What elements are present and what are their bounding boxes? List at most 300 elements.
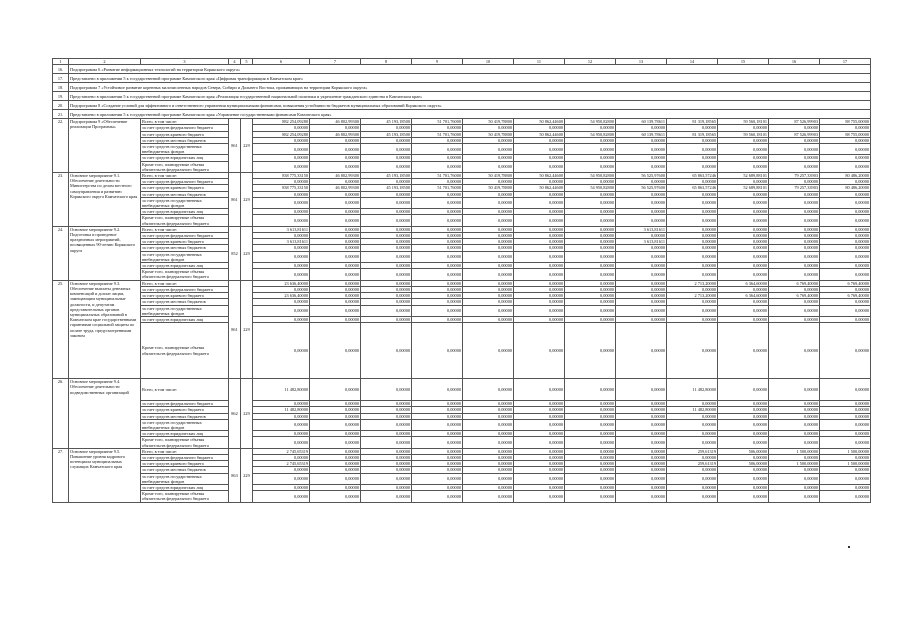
amount-cell: 6 769,40000 [820,280,871,286]
amount-cell: 0,00000 [514,323,565,379]
amount-cell: 0,00000 [361,473,412,484]
amount-cell: 0,00000 [616,179,667,185]
column-number-cell: 15 [718,59,769,65]
amount-cell: 0,00000 [565,454,616,460]
amount-cell: 51 701,76000 [412,185,463,191]
section-span-row [53,92,871,101]
amount-cell: 2 713,20000 [667,280,718,286]
amount-cell: 0,00000 [718,484,769,490]
amount-cell: 0,00000 [718,161,769,172]
column-number-cell: 10 [463,59,514,65]
amount-cell: 0,00000 [718,144,769,155]
amount-cell: 0,00000 [463,491,514,502]
amount-cell: 0,00000 [361,125,412,131]
amount-cell: 0,00000 [463,209,514,215]
amount-cell: 259,61319 [667,448,718,454]
amount-cell: 0,00000 [667,473,718,484]
amount-cell: 0,00000 [310,245,361,251]
amount-cell: 0,00000 [769,209,820,215]
table-row [53,251,871,262]
amount-cell: 0,00000 [412,305,463,316]
amount-cell: 0,00000 [253,245,310,251]
amount-cell: 0,00000 [616,209,667,215]
amount-cell: 0,00000 [361,209,412,215]
amount-cell: 0,00000 [361,379,412,401]
funding-source-cell: Всего, в том числе: [141,226,229,232]
table-row [53,305,871,316]
amount-cell: 0,00000 [769,179,820,185]
amount-cell: 0,00000 [565,293,616,299]
amount-cell: 0,00000 [769,245,820,251]
amount-cell: 0,00000 [667,413,718,419]
program-code-cell: 229 [241,379,253,449]
funding-source-cell: за счет средств юридических лиц [141,484,229,490]
amount-cell: 0,00000 [310,305,361,316]
amount-cell: 0,00000 [514,473,565,484]
amount-cell: 0,00000 [667,323,718,379]
amount-cell: 0,00000 [514,467,565,473]
amount-cell: 0,00000 [616,269,667,280]
section-title-cell: Представлено в приложении 5 к государственной программе Камчатского края «Цифровая трансформация в Камчатском крае» [69,74,871,83]
amount-cell: 0,00000 [718,197,769,208]
amount-cell: 0,00000 [667,454,718,460]
column-number-cell: 17 [820,59,871,65]
amount-cell: 81 319,18565 [667,131,718,137]
amount-cell: 0,00000 [361,144,412,155]
amount-cell: 0,00000 [253,251,310,262]
amount-cell: 46 802,99300 [310,185,361,191]
column-number-cell: 4 [229,59,241,65]
amount-cell: 0,00000 [463,461,514,467]
amount-cell: 0,00000 [820,454,871,460]
amount-cell: 0,00000 [463,269,514,280]
amount-cell: 0,00000 [667,125,718,131]
amount-cell: 0,00000 [253,179,310,185]
amount-cell: 0,00000 [769,191,820,197]
amount-cell: 0,00000 [667,263,718,269]
amount-cell: 0,00000 [463,263,514,269]
amount-cell: 0,00000 [361,484,412,490]
amount-cell: 0,00000 [412,473,463,484]
amount-cell: 0,00000 [463,454,514,460]
amount-cell: 0,00000 [769,305,820,316]
table-row [53,144,871,155]
amount-cell: 0,00000 [565,448,616,454]
amount-cell: 0,00000 [412,293,463,299]
amount-cell: 0,00000 [769,454,820,460]
amount-cell: 0,00000 [412,413,463,419]
amount-cell: 0,00000 [667,286,718,292]
amount-cell: 23 636,40000 [253,293,310,299]
funding-source-cell: за счет средств краевого бюджета [141,461,229,467]
grbs-code-cell: 861 [229,119,241,173]
amount-cell: 0,00000 [361,269,412,280]
amount-cell: 0,00000 [310,286,361,292]
amount-cell: 0,00000 [514,293,565,299]
amount-cell: 0,00000 [253,286,310,292]
amount-cell: 0,00000 [514,144,565,155]
amount-cell: 0,00000 [820,269,871,280]
column-number-cell: 16 [769,59,820,65]
amount-cell: 0,00000 [616,419,667,430]
amount-cell: 0,00000 [514,305,565,316]
funding-source-cell: за счет средств федерального бюджета [141,286,229,292]
amount-cell: 0,00000 [361,407,412,413]
amount-cell: 60 139,78611 [616,119,667,125]
amount-cell: 0,00000 [463,144,514,155]
amount-cell: 0,00000 [616,431,667,437]
amount-cell: 0,00000 [514,226,565,232]
amount-cell: 0,00000 [253,431,310,437]
amount-cell: 0,00000 [463,379,514,401]
amount-cell: 0,00000 [565,179,616,185]
amount-cell: 60 139,78611 [616,131,667,137]
amount-cell: 59 560,18101 [718,119,769,125]
amount-cell: 0,00000 [769,125,820,131]
amount-cell: 0,00000 [253,473,310,484]
amount-cell: 0,00000 [820,413,871,419]
row-number-cell: 21. [53,110,69,119]
amount-cell: 0,00000 [565,473,616,484]
funding-source-cell: Кроме того, планируемые объемы обязательств федерального бюджета [141,161,229,172]
amount-cell: 0,00000 [463,197,514,208]
amount-cell: 0,00000 [361,179,412,185]
amount-cell: 0,00000 [514,155,565,161]
amount-cell: 0,00000 [253,467,310,473]
program-code-cell: 229 [241,448,253,502]
amount-cell: 0,00000 [769,269,820,280]
row-number-cell: 24. [53,226,69,280]
amount-cell: 0,00000 [616,245,667,251]
budget-table [52,58,871,503]
funding-source-cell: Всего, в том числе: [141,379,229,401]
amount-cell: 0,00000 [820,401,871,407]
amount-cell: 0,00000 [514,215,565,226]
amount-cell: 54 950,82800 [565,131,616,137]
column-number-cell: 9 [412,59,463,65]
amount-cell: 0,00000 [769,239,820,245]
program-name-cell: Основное мероприятие 9.2. Подготовка и проведение праздничных мероприятий, посвященных 90-летию Корякского округа [69,226,141,280]
amount-cell: 0,00000 [463,437,514,448]
grbs-code-cell: 861 [229,280,241,378]
amount-cell: 0,00000 [361,293,412,299]
funding-source-cell: за счет средств юридических лиц [141,431,229,437]
amount-cell: 0,00000 [667,431,718,437]
amount-cell: 0,00000 [565,251,616,262]
amount-cell: 52 689,88101 [718,173,769,179]
amount-cell: 0,00000 [361,137,412,143]
amount-cell: 0,00000 [412,269,463,280]
amount-cell: 0,00000 [718,215,769,226]
amount-cell: 0,00000 [769,197,820,208]
amount-cell: 0,00000 [667,155,718,161]
table-row [53,491,871,502]
amount-cell: 0,00000 [718,233,769,239]
amount-cell: 0,00000 [820,431,871,437]
amount-cell: 0,00000 [514,191,565,197]
amount-cell: 0,00000 [361,155,412,161]
amount-cell: 0,00000 [463,280,514,286]
section-title-cell: Представлено в приложении 5 к государственной программе Камчатского края «Управление государственными финансами Камчатского края» [69,110,871,119]
amount-cell: 0,00000 [310,484,361,490]
funding-source-cell: за счет средств местных бюджетов [141,299,229,305]
amount-cell: 50 862,44600 [514,131,565,137]
program-code-cell: 229 [241,173,253,227]
amount-cell: 0,00000 [718,239,769,245]
amount-cell: 0,00000 [769,413,820,419]
amount-cell: 0,00000 [412,286,463,292]
funding-source-cell: Кроме того, планируемые объемы обязательств федерального бюджета [141,437,229,448]
amount-cell: 0,00000 [616,316,667,322]
amount-cell: 0,00000 [565,323,616,379]
amount-cell: 0,00000 [769,491,820,502]
funding-source-cell: Всего, в том числе: [141,173,229,179]
amount-cell: 0,00000 [820,239,871,245]
amount-cell: 3 613,81611 [253,226,310,232]
amount-cell: 0,00000 [820,263,871,269]
table-row [53,215,871,226]
amount-cell: 0,00000 [667,215,718,226]
amount-cell: 0,00000 [667,467,718,473]
amount-cell: 0,00000 [463,316,514,322]
amount-cell: 0,00000 [769,467,820,473]
amount-cell: 11 482,80000 [667,407,718,413]
amount-cell: 0,00000 [514,251,565,262]
funding-source-cell: Кроме того, планируемые объемы обязательств федерального бюджета [141,269,229,280]
amount-cell: 0,00000 [565,191,616,197]
amount-cell: 0,00000 [565,419,616,430]
amount-cell: 46 802,99300 [310,173,361,179]
amount-cell: 0,00000 [565,280,616,286]
amount-cell: 0,00000 [310,215,361,226]
amount-cell: 0,00000 [565,125,616,131]
amount-cell: 0,00000 [253,484,310,490]
grbs-code-cell: 863 [229,448,241,502]
amount-cell: 45 193,18500 [361,173,412,179]
amount-cell: 0,00000 [514,280,565,286]
amount-cell: 0,00000 [361,454,412,460]
amount-cell: 0,00000 [463,155,514,161]
amount-cell: 0,00000 [514,437,565,448]
amount-cell: 0,00000 [361,226,412,232]
column-number-cell: 5 [241,59,253,65]
amount-cell: 0,00000 [253,263,310,269]
table-row [53,323,871,379]
row-number-cell: 16. [53,65,69,74]
amount-cell: 0,00000 [718,401,769,407]
amount-cell: 0,00000 [361,251,412,262]
amount-cell: 0,00000 [616,323,667,379]
funding-source-cell: за счет средств юридических лиц [141,263,229,269]
amount-cell: 6 769,40000 [769,293,820,299]
amount-cell: 0,00000 [361,197,412,208]
funding-source-cell: Всего, в том числе: [141,119,229,125]
row-number-cell: 25. [53,280,69,378]
table-row [53,419,871,430]
amount-cell: 0,00000 [463,467,514,473]
amount-cell: 0,00000 [769,316,820,322]
amount-cell: 80 486,20000 [820,185,871,191]
amount-cell: 0,00000 [310,316,361,322]
amount-cell: 50 419,78800 [463,119,514,125]
amount-cell: 2 713,20000 [667,293,718,299]
amount-cell: 0,00000 [667,179,718,185]
funding-source-cell: за счет средств юридических лиц [141,209,229,215]
funding-source-cell: за счет средств государственных внебюджетных фондов [141,197,229,208]
amount-cell: 0,00000 [514,379,565,401]
amount-cell: 506,00000 [718,461,769,467]
amount-cell: 0,00000 [616,454,667,460]
amount-cell: 0,00000 [310,144,361,155]
table-row [53,197,871,208]
funding-source-cell: за счет средств государственных внебюджетных фондов [141,251,229,262]
amount-cell: 0,00000 [514,407,565,413]
amount-cell: 0,00000 [514,286,565,292]
amount-cell: 0,00000 [253,233,310,239]
section-title-cell: Подпрограмма 8 «Создание условий для эффективного и ответственного управления муниципальными финансами, повышения устойчивости бюджетов муниципальных образований Корякского округа» [69,101,871,110]
column-number-cell: 12 [565,59,616,65]
amount-cell: 0,00000 [310,233,361,239]
amount-cell: 0,00000 [667,305,718,316]
amount-cell: 0,00000 [820,233,871,239]
amount-cell: 0,00000 [565,161,616,172]
amount-cell: 0,00000 [412,437,463,448]
row-number-cell: 23. [53,173,69,227]
amount-cell: 0,00000 [514,179,565,185]
amount-cell: 0,00000 [253,155,310,161]
amount-cell: 0,00000 [412,379,463,401]
table-row [53,379,871,401]
funding-source-cell: за счет средств местных бюджетов [141,245,229,251]
amount-cell: 0,00000 [310,179,361,185]
amount-cell: 0,00000 [820,144,871,155]
amount-cell: 79 257,33903 [769,185,820,191]
amount-cell: 0,00000 [667,491,718,502]
amount-cell: 0,00000 [718,407,769,413]
amount-cell: 0,00000 [616,437,667,448]
amount-cell: 0,00000 [412,448,463,454]
row-number-cell: 19. [53,92,69,101]
amount-cell: 0,00000 [616,407,667,413]
amount-cell: 1 500,00000 [769,461,820,467]
amount-cell: 0,00000 [820,473,871,484]
amount-cell: 0,00000 [253,137,310,143]
amount-cell: 0,00000 [565,401,616,407]
funding-source-cell: за счет средств юридических лиц [141,155,229,161]
amount-cell: 0,00000 [514,316,565,322]
amount-cell: 0,00000 [463,191,514,197]
amount-cell: 0,00000 [463,245,514,251]
amount-cell: 0,00000 [310,323,361,379]
amount-cell: 0,00000 [769,407,820,413]
row-number-cell: 18. [53,83,69,92]
amount-cell: 0,00000 [310,197,361,208]
amount-cell: 259,61319 [667,461,718,467]
amount-cell: 0,00000 [616,137,667,143]
amount-cell: 0,00000 [310,461,361,467]
amount-cell: 0,00000 [616,379,667,401]
amount-cell: 0,00000 [310,437,361,448]
amount-cell: 0,00000 [616,461,667,467]
amount-cell: 0,00000 [667,401,718,407]
amount-cell: 0,00000 [361,299,412,305]
amount-cell: 0,00000 [514,454,565,460]
amount-cell: 0,00000 [718,299,769,305]
program-code-cell: 229 [241,119,253,173]
amount-cell: 0,00000 [310,448,361,454]
table-row [53,269,871,280]
column-number-cell: 2 [69,59,141,65]
amount-cell: 11 482,80000 [253,379,310,401]
amount-cell: 0,00000 [820,161,871,172]
funding-source-cell: Всего, в том числе: [141,448,229,454]
amount-cell: 0,00000 [310,413,361,419]
amount-cell: 54 950,82800 [565,185,616,191]
amount-cell: 0,00000 [769,323,820,379]
amount-cell: 0,00000 [310,419,361,430]
amount-cell: 0,00000 [820,251,871,262]
amount-cell: 0,00000 [361,280,412,286]
amount-cell: 0,00000 [769,263,820,269]
funding-source-cell: за счет средств краевого бюджета [141,185,229,191]
amount-cell: 1 500,00000 [769,448,820,454]
amount-cell: 45 193,18500 [361,131,412,137]
amount-cell: 0,00000 [667,161,718,172]
amount-cell: 0,00000 [565,407,616,413]
amount-cell: 0,00000 [412,401,463,407]
amount-cell: 0,00000 [361,491,412,502]
amount-cell: 0,00000 [463,407,514,413]
amount-cell: 0,00000 [514,137,565,143]
amount-cell: 0,00000 [463,137,514,143]
amount-cell: 0,00000 [412,419,463,430]
amount-cell: 6 769,40000 [769,280,820,286]
amount-cell: 0,00000 [310,454,361,460]
amount-cell: 0,00000 [412,323,463,379]
amount-cell: 0,00000 [616,448,667,454]
amount-cell: 0,00000 [718,125,769,131]
amount-cell: 0,00000 [667,137,718,143]
amount-cell: 0,00000 [820,305,871,316]
amount-cell: 0,00000 [310,226,361,232]
amount-cell: 79 257,33903 [769,173,820,179]
amount-cell: 0,00000 [310,407,361,413]
amount-cell: 0,00000 [310,431,361,437]
amount-cell: 0,00000 [769,484,820,490]
row-number-cell: 17. [53,74,69,83]
section-title-cell: Представлено в приложении 5 к государственной программе Камчатского края «Реализация государственной национальной политики и укрепление гражданского единства в Камчатском крае» [69,92,871,101]
amount-cell: 0,00000 [667,251,718,262]
amount-cell: 0,00000 [718,286,769,292]
amount-cell: 0,00000 [253,419,310,430]
amount-cell: 0,00000 [718,226,769,232]
section-span-row [53,110,871,119]
amount-cell: 0,00000 [361,419,412,430]
amount-cell: 0,00000 [565,263,616,269]
amount-cell: 0,00000 [412,137,463,143]
amount-cell: 51 701,76000 [412,173,463,179]
amount-cell: 0,00000 [820,286,871,292]
funding-source-cell: за счет средств краевого бюджета [141,239,229,245]
amount-cell: 23 636,40000 [253,280,310,286]
amount-cell: 0,00000 [412,461,463,467]
program-name-cell: Основное мероприятие 9.4. Обеспечение деятельности подведомственных организаций [69,379,141,449]
amount-cell: 6 769,40000 [820,293,871,299]
amount-cell: 0,00000 [718,305,769,316]
amount-cell: 0,00000 [361,233,412,239]
amount-cell: 0,00000 [718,251,769,262]
amount-cell: 0,00000 [253,401,310,407]
